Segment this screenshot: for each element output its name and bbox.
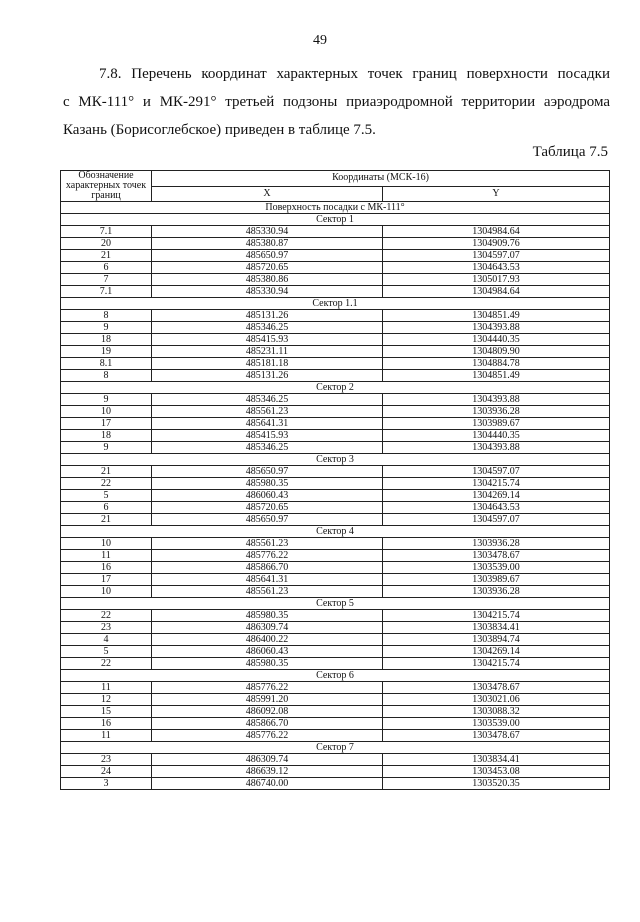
y-coordinate-cell: 1303478.67 — [383, 682, 610, 694]
x-coordinate-cell: 485561.23 — [152, 538, 383, 550]
header-y: Y — [383, 186, 610, 202]
table-row — [61, 334, 610, 346]
y-coordinate-cell: 1303539.00 — [383, 562, 610, 574]
point-id-cell: 18 — [61, 430, 152, 442]
sector-header-row — [61, 742, 610, 754]
y-coordinate-cell: 1303936.28 — [383, 586, 610, 598]
y-coordinate-cell: 1304851.49 — [383, 310, 610, 322]
sector-header-row — [61, 298, 610, 310]
y-coordinate-cell: 1303894.74 — [383, 634, 610, 646]
point-id-cell: 11 — [61, 682, 152, 694]
table-row — [61, 538, 610, 550]
sector-title: Сектор 5 — [61, 598, 610, 610]
y-coordinate-cell: 1303021.06 — [383, 694, 610, 706]
point-id-cell: 12 — [61, 694, 152, 706]
y-coordinate-cell: 1304809.90 — [383, 346, 610, 358]
point-id-cell: 10 — [61, 586, 152, 598]
table-row — [61, 394, 610, 406]
table-row — [61, 646, 610, 658]
x-coordinate-cell: 485131.26 — [152, 310, 383, 322]
sector-title: Сектор 3 — [61, 454, 610, 466]
x-coordinate-cell: 486060.43 — [152, 490, 383, 502]
point-id-cell: 5 — [61, 646, 152, 658]
x-coordinate-cell: 485776.22 — [152, 730, 383, 742]
y-coordinate-cell: 1303478.67 — [383, 550, 610, 562]
table-row — [61, 658, 610, 670]
sector-title: Сектор 6 — [61, 670, 610, 682]
x-coordinate-cell: 485720.65 — [152, 262, 383, 274]
sector-header-row — [61, 526, 610, 538]
point-id-cell: 10 — [61, 538, 152, 550]
x-coordinate-cell: 485980.35 — [152, 478, 383, 490]
point-id-cell: 21 — [61, 466, 152, 478]
point-id-cell: 15 — [61, 706, 152, 718]
x-coordinate-cell: 485415.93 — [152, 334, 383, 346]
header-point-designation: Обозначение характерных точек границ — [61, 171, 152, 202]
x-coordinate-cell: 486639.12 — [152, 766, 383, 778]
point-id-cell: 16 — [61, 562, 152, 574]
sector-title: Сектор 4 — [61, 526, 610, 538]
table-row — [61, 778, 610, 790]
x-coordinate-cell: 485650.97 — [152, 514, 383, 526]
x-coordinate-cell: 485346.25 — [152, 394, 383, 406]
y-coordinate-cell: 1303936.28 — [383, 538, 610, 550]
x-coordinate-cell: 485776.22 — [152, 682, 383, 694]
point-id-cell: 8.1 — [61, 358, 152, 370]
y-coordinate-cell: 1303478.67 — [383, 730, 610, 742]
table-row — [61, 586, 610, 598]
y-coordinate-cell: 1304984.64 — [383, 226, 610, 238]
paragraph-line: с МК-111° и МК-291° третьей подзоны приаэродромной территории аэродрома — [63, 94, 610, 110]
table-caption: Таблица 7.5 — [532, 144, 608, 160]
table-row — [61, 286, 610, 298]
table-row — [61, 262, 610, 274]
y-coordinate-cell: 1304393.88 — [383, 394, 610, 406]
x-coordinate-cell: 485181.18 — [152, 358, 383, 370]
table-row — [61, 562, 610, 574]
table-row — [61, 418, 610, 430]
point-id-cell: 21 — [61, 514, 152, 526]
point-id-cell: 6 — [61, 502, 152, 514]
y-coordinate-cell: 1304215.74 — [383, 658, 610, 670]
sector-header-row — [61, 382, 610, 394]
y-coordinate-cell: 1303989.67 — [383, 418, 610, 430]
sector-header-row — [61, 670, 610, 682]
y-coordinate-cell: 1304643.53 — [383, 262, 610, 274]
table-row — [61, 442, 610, 454]
x-coordinate-cell: 485346.25 — [152, 442, 383, 454]
y-coordinate-cell: 1304909.76 — [383, 238, 610, 250]
coordinates-table — [60, 170, 610, 790]
paragraph-line: 7.8. Перечень координат характерных точек границ поверхности посадки — [99, 66, 610, 82]
table-row — [61, 550, 610, 562]
x-coordinate-cell: 485330.94 — [152, 286, 383, 298]
y-coordinate-cell: 1303989.67 — [383, 574, 610, 586]
sector-header-row — [61, 598, 610, 610]
y-coordinate-cell: 1304597.07 — [383, 466, 610, 478]
table-row — [61, 478, 610, 490]
point-id-cell: 23 — [61, 622, 152, 634]
table-row — [61, 274, 610, 286]
x-coordinate-cell: 485231.11 — [152, 346, 383, 358]
table-row — [61, 694, 610, 706]
x-coordinate-cell: 486309.74 — [152, 622, 383, 634]
y-coordinate-cell: 1304597.07 — [383, 250, 610, 262]
point-id-cell: 9 — [61, 394, 152, 406]
x-coordinate-cell: 485980.35 — [152, 610, 383, 622]
table-row — [61, 574, 610, 586]
point-id-cell: 3 — [61, 778, 152, 790]
y-coordinate-cell: 1303520.35 — [383, 778, 610, 790]
point-id-cell: 22 — [61, 610, 152, 622]
x-coordinate-cell: 485641.31 — [152, 574, 383, 586]
header-x: X — [152, 186, 383, 202]
table-row — [61, 250, 610, 262]
sector-title: Сектор 7 — [61, 742, 610, 754]
paragraph-line: Казань (Борисоглебское) приведен в таблице 7.5. — [63, 122, 376, 138]
x-coordinate-cell: 485415.93 — [152, 430, 383, 442]
y-coordinate-cell: 1303088.32 — [383, 706, 610, 718]
point-id-cell: 7.1 — [61, 286, 152, 298]
table-row — [61, 610, 610, 622]
point-id-cell: 7.1 — [61, 226, 152, 238]
x-coordinate-cell: 485380.86 — [152, 274, 383, 286]
x-coordinate-cell: 486400.22 — [152, 634, 383, 646]
x-coordinate-cell: 485380.87 — [152, 238, 383, 250]
table-row — [61, 346, 610, 358]
point-id-cell: 9 — [61, 322, 152, 334]
x-coordinate-cell: 485866.70 — [152, 562, 383, 574]
table-row — [61, 514, 610, 526]
y-coordinate-cell: 1304269.14 — [383, 490, 610, 502]
point-id-cell: 11 — [61, 730, 152, 742]
point-id-cell: 4 — [61, 634, 152, 646]
point-id-cell: 24 — [61, 766, 152, 778]
table-row — [61, 730, 610, 742]
y-coordinate-cell: 1304269.14 — [383, 646, 610, 658]
x-coordinate-cell: 485720.65 — [152, 502, 383, 514]
table-row — [61, 502, 610, 514]
sector-title: Сектор 1 — [61, 214, 610, 226]
point-id-cell: 23 — [61, 754, 152, 766]
header-coordinates: Координаты (МСК-16) — [152, 171, 610, 187]
point-id-cell: 22 — [61, 658, 152, 670]
y-coordinate-cell: 1303834.41 — [383, 754, 610, 766]
table-row — [61, 754, 610, 766]
point-id-cell: 6 — [61, 262, 152, 274]
y-coordinate-cell: 1304643.53 — [383, 502, 610, 514]
y-coordinate-cell: 1303936.28 — [383, 406, 610, 418]
sector-header-row — [61, 454, 610, 466]
table-row — [61, 490, 610, 502]
point-id-cell: 16 — [61, 718, 152, 730]
table-row — [61, 322, 610, 334]
x-coordinate-cell: 485561.23 — [152, 586, 383, 598]
table-row — [61, 370, 610, 382]
point-id-cell: 11 — [61, 550, 152, 562]
y-coordinate-cell: 1303834.41 — [383, 622, 610, 634]
point-id-cell: 8 — [61, 310, 152, 322]
x-coordinate-cell: 485131.26 — [152, 370, 383, 382]
x-coordinate-cell: 485641.31 — [152, 418, 383, 430]
y-coordinate-cell: 1304440.35 — [383, 430, 610, 442]
y-coordinate-cell: 1304393.88 — [383, 322, 610, 334]
x-coordinate-cell: 486309.74 — [152, 754, 383, 766]
sector-title: Сектор 2 — [61, 382, 610, 394]
y-coordinate-cell: 1304393.88 — [383, 442, 610, 454]
point-id-cell: 17 — [61, 418, 152, 430]
x-coordinate-cell: 485650.97 — [152, 466, 383, 478]
table-row — [61, 466, 610, 478]
table-row — [61, 766, 610, 778]
sector-header-row — [61, 214, 610, 226]
point-id-cell: 8 — [61, 370, 152, 382]
y-coordinate-cell: 1304851.49 — [383, 370, 610, 382]
point-id-cell: 5 — [61, 490, 152, 502]
y-coordinate-cell: 1303539.00 — [383, 718, 610, 730]
point-id-cell: 9 — [61, 442, 152, 454]
y-coordinate-cell: 1304215.74 — [383, 610, 610, 622]
y-coordinate-cell: 1303453.08 — [383, 766, 610, 778]
y-coordinate-cell: 1304597.07 — [383, 514, 610, 526]
table-row — [61, 682, 610, 694]
x-coordinate-cell: 485866.70 — [152, 718, 383, 730]
point-id-cell: 10 — [61, 406, 152, 418]
table-row — [61, 310, 610, 322]
table-row — [61, 430, 610, 442]
point-id-cell: 19 — [61, 346, 152, 358]
point-id-cell: 18 — [61, 334, 152, 346]
table-row — [61, 718, 610, 730]
x-coordinate-cell: 485330.94 — [152, 226, 383, 238]
point-id-cell: 7 — [61, 274, 152, 286]
y-coordinate-cell: 1304984.64 — [383, 286, 610, 298]
y-coordinate-cell: 1304215.74 — [383, 478, 610, 490]
y-coordinate-cell: 1305017.93 — [383, 274, 610, 286]
x-coordinate-cell: 485561.23 — [152, 406, 383, 418]
x-coordinate-cell: 486060.43 — [152, 646, 383, 658]
table-row — [61, 634, 610, 646]
x-coordinate-cell: 486740.00 — [152, 778, 383, 790]
intro-paragraph — [63, 60, 610, 144]
point-id-cell: 22 — [61, 478, 152, 490]
x-coordinate-cell: 485346.25 — [152, 322, 383, 334]
y-coordinate-cell: 1304884.78 — [383, 358, 610, 370]
point-id-cell: 20 — [61, 238, 152, 250]
sector-title: Сектор 1.1 — [61, 298, 610, 310]
x-coordinate-cell: 486092.08 — [152, 706, 383, 718]
x-coordinate-cell: 485991.20 — [152, 694, 383, 706]
y-coordinate-cell: 1304440.35 — [383, 334, 610, 346]
table-row — [61, 226, 610, 238]
x-coordinate-cell: 485650.97 — [152, 250, 383, 262]
table-row — [61, 358, 610, 370]
table-row — [61, 706, 610, 718]
x-coordinate-cell: 485980.35 — [152, 658, 383, 670]
table-row — [61, 238, 610, 250]
surface-title: Поверхность посадки с МК-111° — [61, 202, 610, 214]
page-number: 49 — [313, 33, 327, 48]
point-id-cell: 21 — [61, 250, 152, 262]
table-row — [61, 406, 610, 418]
table-row — [61, 622, 610, 634]
x-coordinate-cell: 485776.22 — [152, 550, 383, 562]
point-id-cell: 17 — [61, 574, 152, 586]
